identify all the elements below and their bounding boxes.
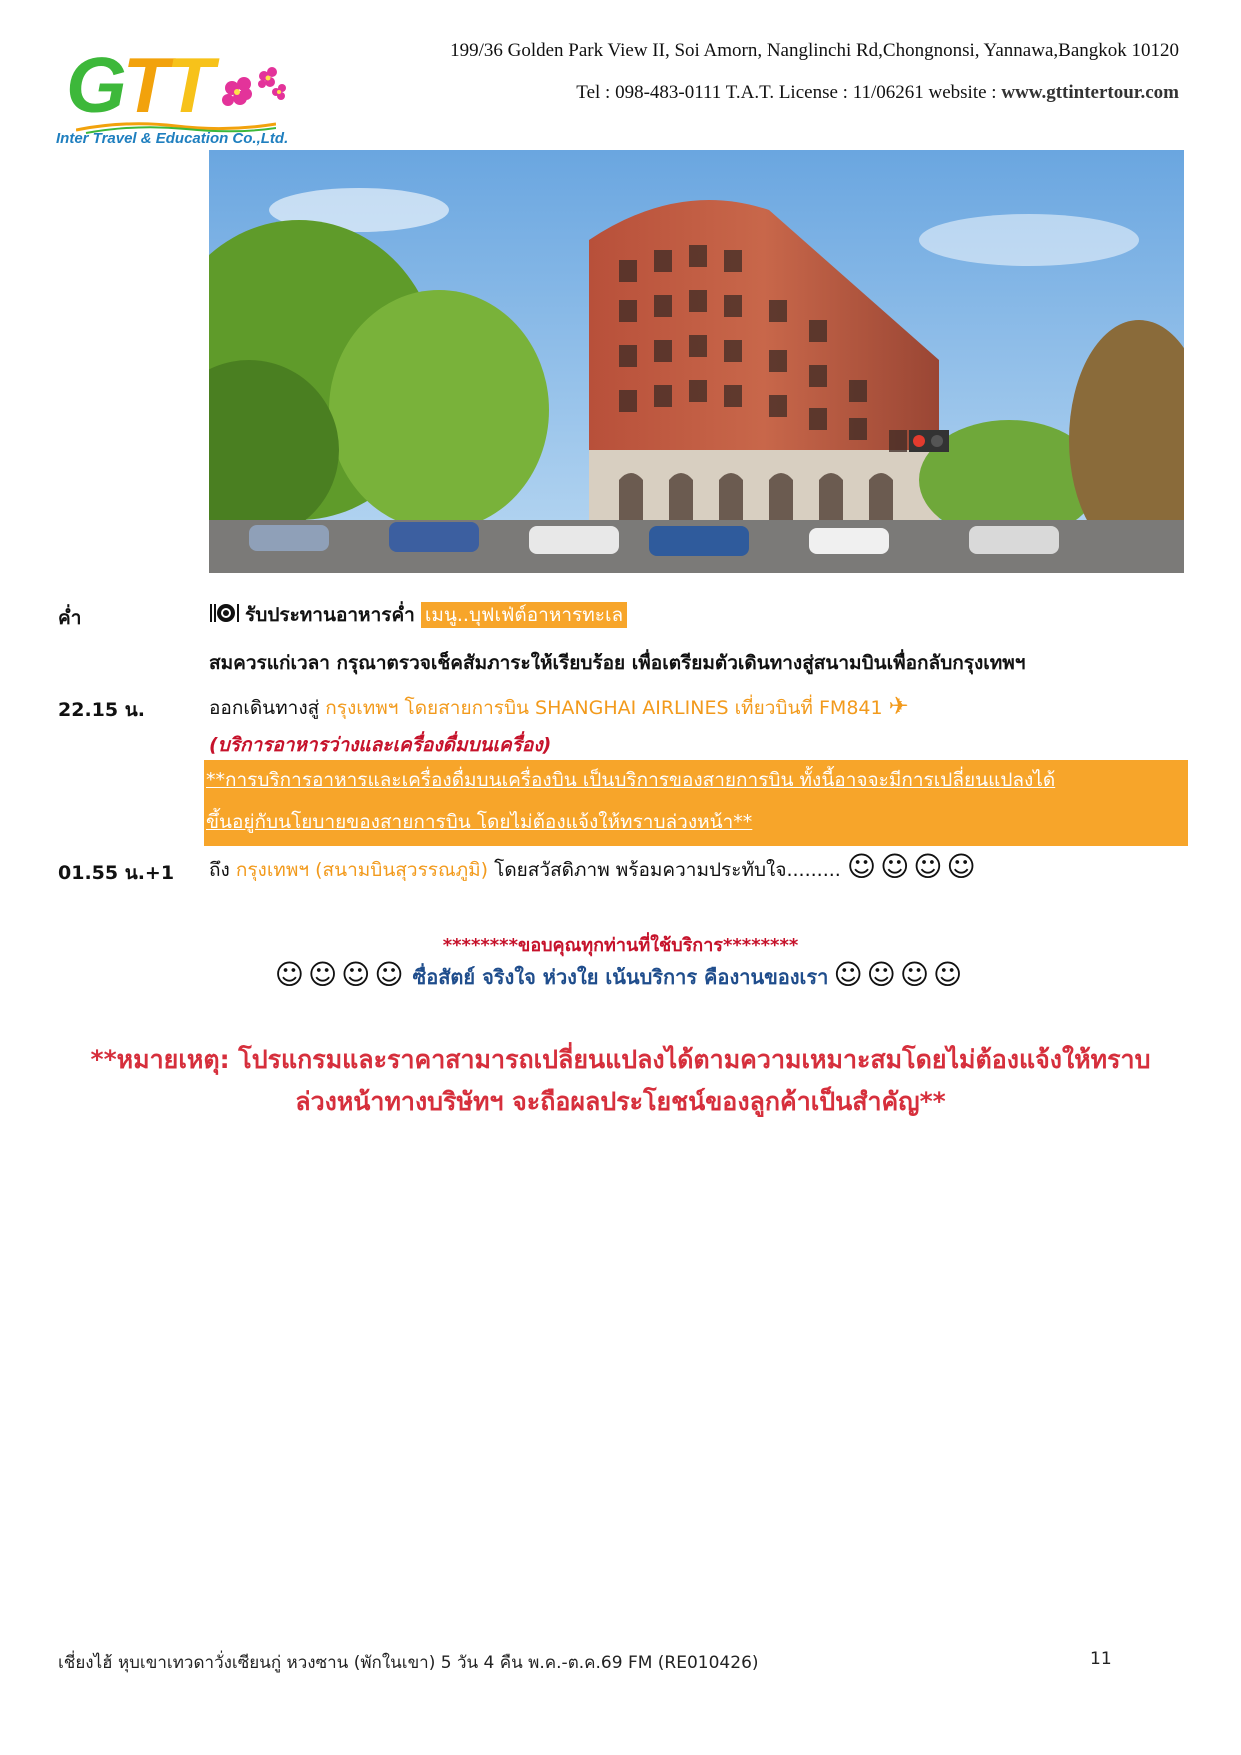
website-link[interactable]: www.gttintertour.com [1001,82,1179,103]
company-address: 199/36 Golden Park View II, Soi Amorn, Nanglinchi Rd,Chongnonsi, Yannawa,Bangkok 10120 [450,40,1179,61]
page-number: 11 [1090,1649,1112,1669]
plane-icon: ✈ [888,692,909,720]
arrival-row [209,850,980,885]
thank-you-message: ********ขอบคุณทุกท่านที่ใช้บริการ******** [442,935,799,956]
footer-program-title: เชี่ยงไฮ้ หุบเขาเทวดาวั่งเซียนกู่ หวงซาน (พักในเขา) 5 วัน 4 คืน พ.ค.-ต.ค.69 FM (RE010426) [58,1653,759,1673]
departure-row [209,692,909,723]
dining-icon [209,602,239,624]
meal-note: (บริการอาหารว่างและเครื่องดื่มบนเครื่อง) [209,734,552,756]
dinner-menu-highlight: เมนู..บุฟเฟ่ต์อาหารทะเล [421,602,627,628]
wukang-mansion-photo [209,150,1184,573]
motto-line [0,958,1241,993]
departure-flight-detail: กรุงเทพฯ โดยสายการบิน SHANGHAI AIRLINES เที่ยวบินที่ FM841 [325,697,883,719]
departure-prefix: ออกเดินทางสู่ [209,697,320,719]
smiley-icons-right: ☺☺☺☺ [833,958,967,991]
airline-notice-line1: **การบริการอาหารและเครื่องดื่มบนเครื่องบิน เป็นบริการของสายการบิน ทั้งนี้อาจจะมีการเปลี่ยนแปลงได้ [206,769,1056,791]
remark-line2: ล่วงหน้าทางบริษัทฯ จะถือผลประโยชน์ของลูกค้าเป็นสำคัญ** [295,1087,946,1116]
company-logo [56,40,289,152]
remark-line1: **หมายเหตุ: โปรแกรมและราคาสามารถเปลี่ยนแปลงได้ตามความเหมาะสมโดยไม่ต้องแจ้งให้ทราบ [90,1045,1151,1074]
dinner-row [209,600,627,630]
dinner-followup: สมควรแก่เวลา กรุณาตรวจเช็คสัมภาระให้เรียบร้อย เพื่อเตรียมตัวเดินทางสู่สนามบินเพื่อกลับกรุงเทพฯ [209,652,1026,674]
airline-notice-line2: ขึ้นอยู่กับนโยบายของสายการบิน โดยไม่ต้องแจ้งให้ทราบล่วงหน้า** [206,811,753,833]
contact-info: Tel : 098-483-0111 T.A.T. License : 11/06261 website : [576,82,1002,103]
dinner-label: ค่ำ [58,607,82,629]
arrival-prefix: ถึง [209,859,230,881]
company-motto: ซื่อสัตย์ จริงใจ ห่วงใย เน้นบริการ คืองานของเรา [412,965,829,989]
logo-company-name: Inter Travel & Education Co.,Ltd. [56,130,289,147]
company-contact [576,82,1179,104]
smiley-icons: ☺☺☺☺ [846,850,980,883]
logo-wordmark: GTT [66,41,210,129]
departure-time: 22.15 น. [58,699,145,721]
arrival-place: กรุงเทพฯ (สนามบินสุวรรณภูมิ) [235,859,489,881]
dinner-text: รับประทานอาหารค่ำ [245,604,415,626]
arrival-suffix: โดยสวัสดิภาพ พร้อมความประทับใจ......... [494,859,841,881]
arrival-time: 01.55 น.+1 [58,862,175,884]
smiley-icons-left: ☺☺☺☺ [274,958,408,991]
